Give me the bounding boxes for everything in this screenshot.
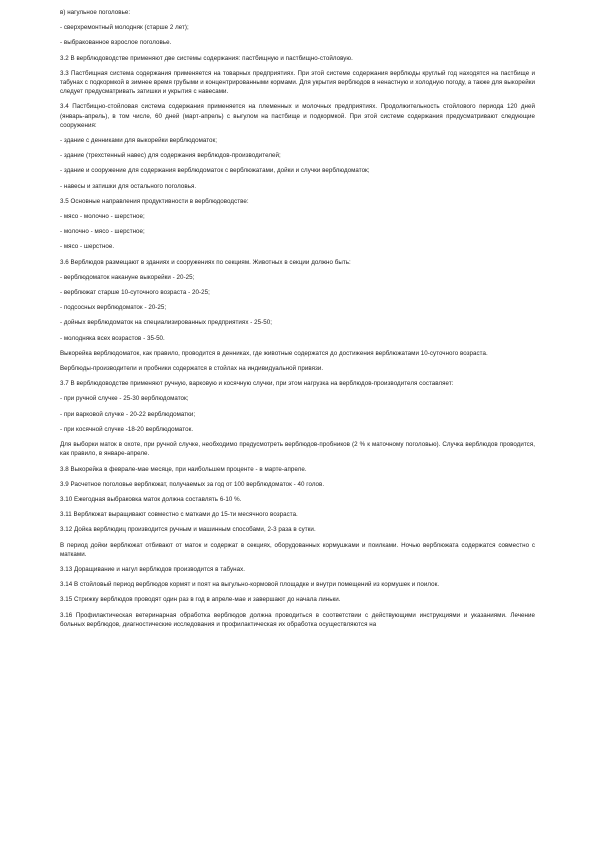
paragraph: - при варковой случке - 20-22 верблюдоматки; xyxy=(60,410,196,418)
paragraph: - здание (трехстенный навес) для содержания верблюдов-производителей; xyxy=(60,152,281,160)
paragraph: - верблюжат старше 10-суточного возраста - 20-25; xyxy=(60,289,210,297)
paragraph: 3.14 В стойловый период верблюдов кормят и поят на выгульно-кормовой площадке и внутри помещений из кормушек и поилок. xyxy=(60,581,440,589)
paragraph: 3.9 Расчетное поголовье верблюжат, получаемых за год от 100 верблюдоматок - 40 голов. xyxy=(60,480,325,488)
paragraph: 3.10 Ежегодная выбраковка маток должна составлять 6-10 %. xyxy=(60,495,242,503)
paragraph: - молодняка всех возрастов - 35-50. xyxy=(60,334,165,342)
paragraph: 3.2 В верблюдоводстве применяют две системы содержания: пастбищную и пастбищно-стойловую. xyxy=(60,54,353,62)
paragraph: Выкорейка верблюдоматок, как правило, проводится в денниках, где животные содержатся до достижения верблюжатами 10-суточного возраста. xyxy=(60,349,488,357)
paragraph: - выбракованное взрослое поголовье. xyxy=(60,39,172,47)
paragraph: - при косячной случке -18-20 верблюдоматок. xyxy=(60,425,194,433)
paragraph: В период дойки верблюжат отбивают от маток и содержат в секциях, оборудованных кормушками и поилками. Ночью верблюжата содержатся совместно с матками. xyxy=(60,541,535,558)
paragraph: 3.8 Выкорейка в феврале-мае месяце, при наибольшем проценте - в марте-апреле. xyxy=(60,465,307,473)
paragraph: Верблюды-производители и пробники содержатся в стойлах на индивидуальной привязи. xyxy=(60,365,324,373)
paragraph: 3.16 Профилактическая ветеринарная обработка верблюдов должна проводиться в соответствии с действующими инструкциями и указаниями. Лечение больных верблюдов, диагностические исследования и профилактическая их обработка осуществляются на xyxy=(60,611,535,628)
paragraph: - молочно - мясо - шерстное; xyxy=(60,228,145,236)
paragraph: 3.4 Пастбищно-стойловая система содержания применяется на племенных и молочных предприятиях. Продолжительность стойлового периода 120 дней (январь-апрель), в том числе, 60 дней (март-апрель) с выгулом на пастбище и подкормкой. При этой системе содержания предусматривают следующие сооружения: xyxy=(60,103,535,129)
paragraph: 3.11 Верблюжат выращивают совместно с матками до 15-ти месячного возраста. xyxy=(60,511,298,519)
paragraph: 3.7 В верблюдоводстве применяют ручную, варковую и косячную случки, при этом нагрузка на верблюдов-производителя составляет: xyxy=(60,380,454,388)
paragraph: - мясо - шерстное. xyxy=(60,243,115,251)
paragraph: - мясо - молочно - шерстное; xyxy=(60,213,145,221)
paragraph: - дойных верблюдоматок на специализированных предприятиях - 25-50; xyxy=(60,319,272,327)
paragraph: - навесы и затишки для остального поголовья. xyxy=(60,182,197,190)
paragraph: 3.13 Доращивание и нагул верблюдов производится в табунах. xyxy=(60,565,246,573)
paragraph: - сверхремонтный молодняк (старше 2 лет); xyxy=(60,24,189,32)
paragraph: 3.12 Дойка верблюдиц производится ручным и машинным способами, 2-3 раза в сутки. xyxy=(60,526,316,534)
paragraph: 3.15 Стрижку верблюдов проводят один раз в год в апреле-мае и завершают до начала линьки. xyxy=(60,596,341,604)
paragraph: 3.5 Основные направления продуктивности в верблюдоводстве: xyxy=(60,197,249,205)
paragraph: в) нагульное поголовье: xyxy=(60,9,131,16)
paragraph: 3.6 Верблюдов размещают в зданиях и сооружениях по секциям. Животных в секции должно быть: xyxy=(60,258,351,266)
paragraph: Для выборки маток в охоте, при ручной случке, необходимо предусмотреть верблюдов-пробников (2 % к маточному поголовью). Случка верблюдов проводится, как правило, в январе-апреле. xyxy=(60,441,535,458)
paragraph: - здание и сооружение для содержания верблюдоматок с верблюжатами, дойки и случки верблюдоматок; xyxy=(60,167,370,175)
paragraph: - подсосных верблюдоматок - 20-25; xyxy=(60,304,167,312)
paragraph: - здание с денниками для выкорейки верблюдоматок; xyxy=(60,137,218,145)
paragraph: - при ручной случке - 25-30 верблюдоматок; xyxy=(60,395,189,403)
paragraph: - верблюдоматок накануне выкорейки - 20-25; xyxy=(60,273,195,281)
paragraph: 3.3 Пастбищная система содержания применяется на товарных предприятиях. При этой системе содержания верблюды круглый год находятся на пастбище и табунах с подкормкой в зимнее время грубыми и концентрированными кормами. Для укрытия верблюдов в ненастную и холодную погоду, а также для выкорейки следует предусматривать затишки и укрытия с навесами. xyxy=(60,69,535,96)
document-body xyxy=(60,8,535,629)
